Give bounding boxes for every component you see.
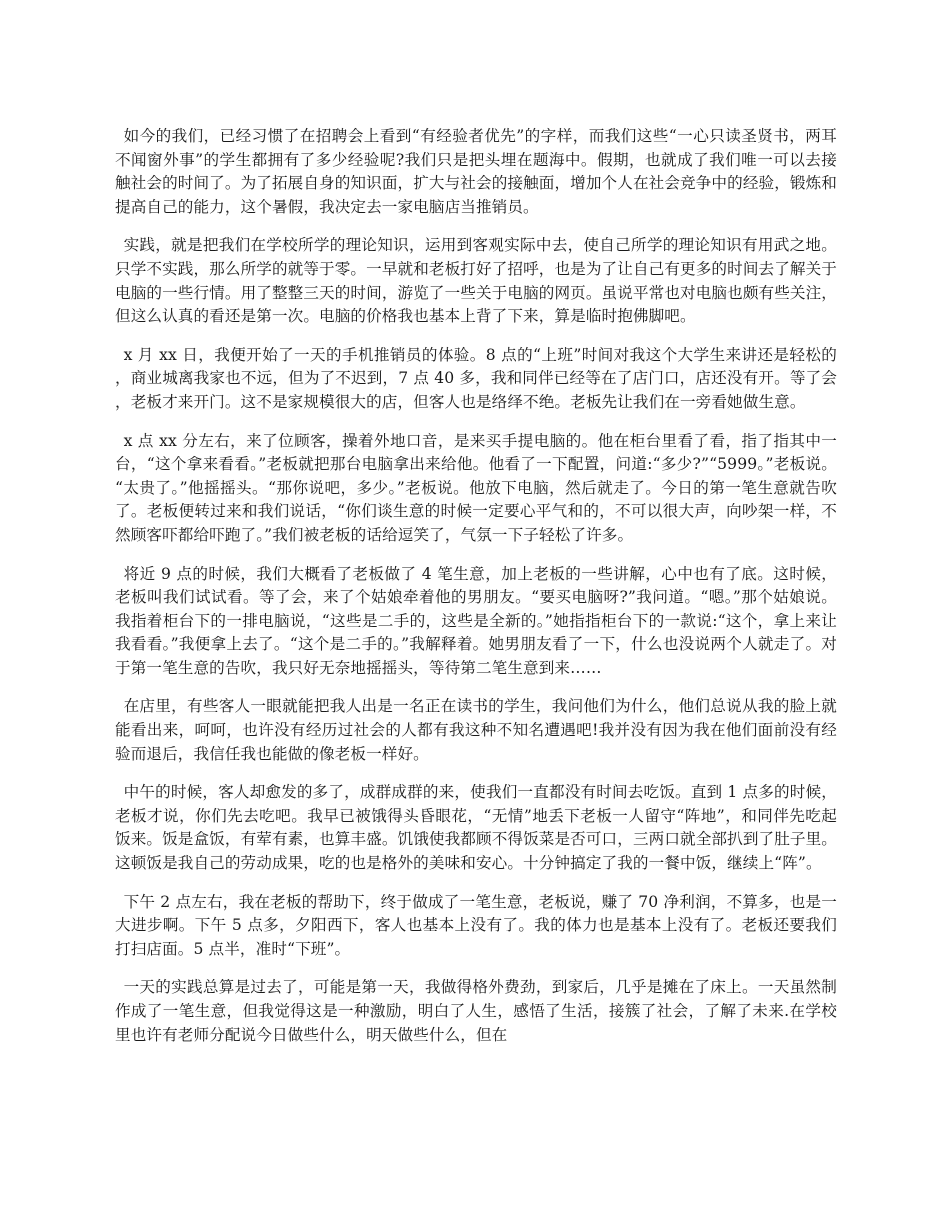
paragraph-4: x 点 xx 分左右，来了位顾客，操着外地口音，是来买手提电脑的。他在柜台里看了看，指了指其中一台，“这个拿来看看。”老板就把那台电脑拿出来给他。他看了一下配置，问道:“多少?”“5999。”老板说。“太贵了。”他摇摇头。“那你说吧，多少。”老板说。他放下电脑，然后就走了。今日的第一笔生意就告吹了。老板便转过来和我们说话，“你们谈生意的时候一定要心平气和的，不可以很大声，向吵架一样，不然顾客吓都给吓跑了。”我们被老板的话给逗笑了，气氛一下子轻松了许多。 (115, 431, 837, 544)
paragraph-5: 将近 9 点的时候，我们大概看了老板做了 4 笔生意，加上老板的一些讲解，心中也有了底。这时候，老板叫我们试试看。等了会，来了个姑娘牵着他的男朋友。“要买电脑呀?”我问道。“嗯。”那个姑娘说。我指着柜台下的一排电脑说，“这些是二手的，这些是全新的。”她指指柜台下的一款说:“这个，拿上来让我看看。”我便拿上去了。“这个是二手的。”我解释着。她男朋友看了一下，什么也没说两个人就走了。对于第一笔生意的告吹，我只好无奈地摇摇头，等待第二笔生意到来…… (115, 564, 837, 677)
paragraph-8: 下午 2 点左右，我在老板的帮助下，终于做成了一笔生意，老板说，赚了 70 净利润，不算多，也是一大进步啊。下午 5 点多，夕阳西下，客人也基本上没有了。我的体力也是基本上没有了。老板还要我们打扫店面。5 点半，准时“下班”。 (115, 892, 837, 958)
paragraph-6: 在店里，有些客人一眼就能把我人出是一名正在读书的学生，我问他们为什么，他们总说从我的脸上就能看出来，呵呵，也许没有经历过社会的人都有我这种不知名遭遇吧!我并没有因为我在他们面前没有经验而退后，我信任我也能做的像老板一样好。 (115, 697, 837, 763)
document-body (115, 125, 837, 1062)
paragraph-9: 一天的实践总算是过去了，可能是第一天，我做得格外费劲，到家后，几乎是摊在了床上。一天虽然制作成了一笔生意，但我觉得这是一种激励，明白了人生，感悟了生活，接簇了社会，了解了未来.在学校里也许有老师分配说今日做些什么，明天做些什么，但在 (115, 978, 837, 1044)
paragraph-2: 实践，就是把我们在学校所学的理论知识，运用到客观实际中去，使自己所学的理论知识有用武之地。只学不实践，那么所学的就等于零。一早就和老板打好了招呼，也是为了让自己有更多的时间去了解关于电脑的一些行情。用了整整三天的时间，游览了一些关于电脑的网页。虽说平常也对电脑也颇有些关注，但这么认真的看还是第一次。电脑的价格我也基本上背了下来，算是临时抱佛脚吧。 (115, 236, 837, 326)
paragraph-3: x 月 xx 日，我便开始了一天的手机推销员的体验。8 点的“上班”时间对我这个大学生来讲还是轻松的，商业城离我家也不远，但为了不迟到，7 点 40 多，我和同伴已经等在了店门口，店还没有开。等了会，老板才来开门。这不是家规模很大的店，但客人也是络绎不绝。老板先让我们在一旁看她做生意。 (115, 345, 837, 411)
paragraph-7: 中午的时候，客人却愈发的多了，成群成群的来，使我们一直都没有时间去吃饭。直到 1 点多的时候，老板才说，你们先去吃吧。我早已被饿得头昏眼花，“无情”地丢下老板一人留守“阵地”，和同伴先吃起饭来。饭是盒饭，有荤有素，也算丰盛。饥饿使我都顾不得饭菜是否可口，三两口就全部扒到了肚子里。这顿饭是我自己的劳动成果，吃的也是格外的美味和安心。十分钟搞定了我的一餐中饭，继续上“阵”。 (115, 783, 837, 873)
paragraph-1: 如今的我们，已经习惯了在招聘会上看到“有经验者优先”的字样，而我们这些“一心只读圣贤书，两耳不闻窗外事”的学生都拥有了多少经验呢?我们只是把头埋在题海中。假期，也就成了我们唯一可以去接触社会的时间了。为了拓展自身的知识面，扩大与社会的接触面，增加个人在社会竞争中的经验，锻炼和提高自己的能力，这个暑假，我决定去一家电脑店当推销员。 (115, 127, 837, 216)
